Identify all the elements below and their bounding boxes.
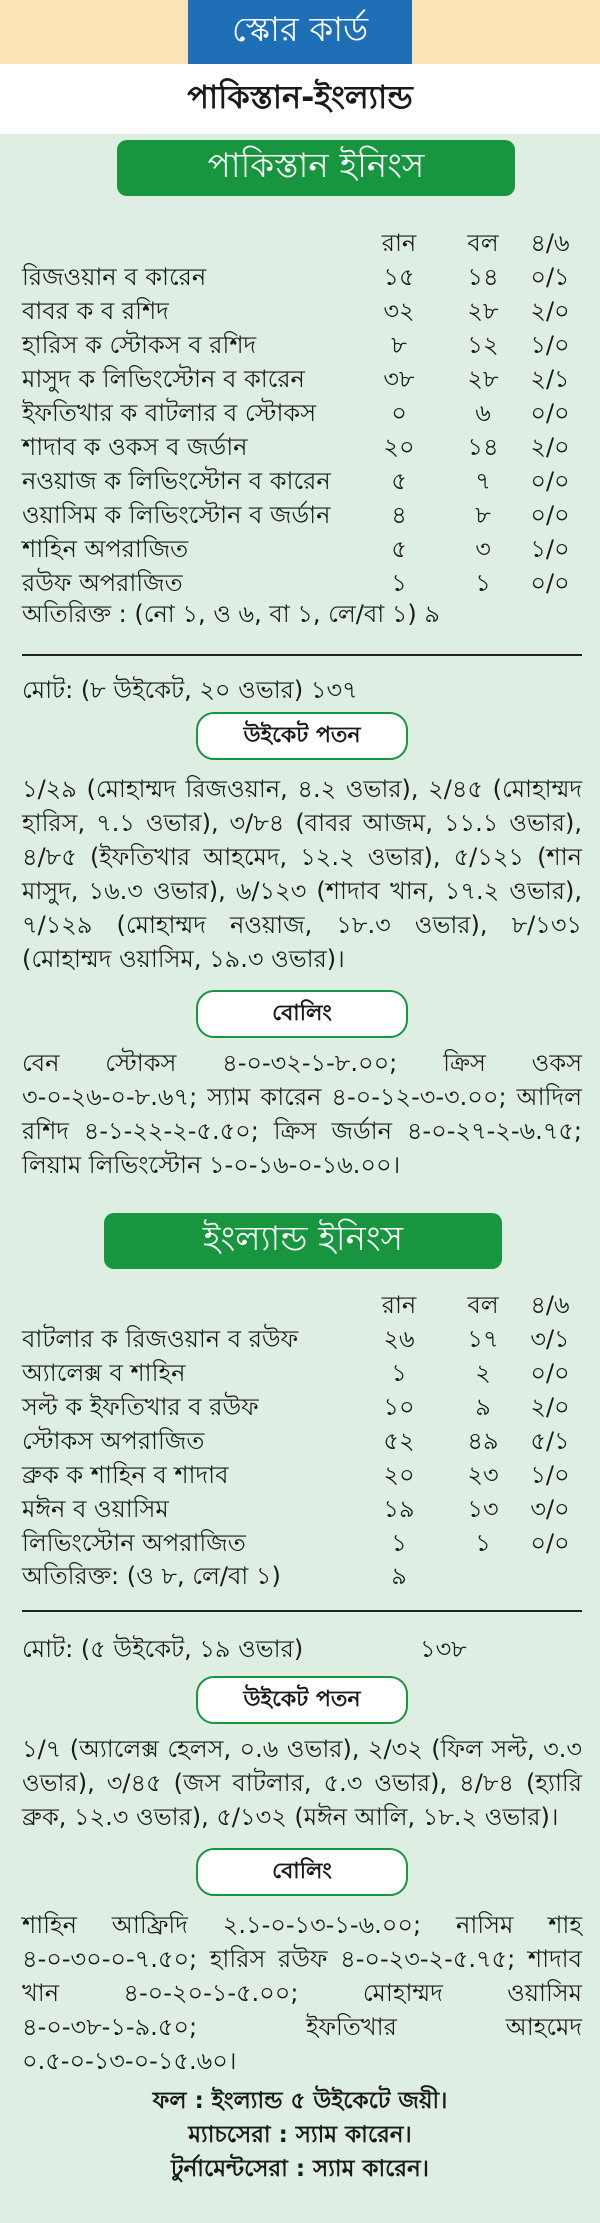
pakistan-total: মোট: (৮ উইকেট, ২০ ওভার) ১৩৭	[22, 676, 358, 704]
runs-value: ৪	[391, 501, 407, 529]
batting-row	[22, 396, 582, 430]
balls-value: ১৭	[467, 1325, 499, 1353]
batsman-name: অ্যালেক্স ব শাহিন	[22, 1359, 186, 1387]
runs-header: রান	[381, 229, 417, 257]
boundaries-value: ৫/১	[530, 1427, 570, 1455]
batting-row	[22, 328, 582, 362]
balls-value: ১৪	[467, 433, 499, 461]
runs-value: ১০	[383, 1393, 415, 1421]
balls-value: ৯	[475, 1393, 491, 1421]
batsman-name: বাটলার ক রিজওয়ান ব রউফ	[22, 1325, 299, 1353]
england-innings-title: ইংল্যান্ড ইনিংস	[104, 1213, 502, 1269]
player-of-the-tournament: টুর্নামেন্টসেরা : স্যাম কারেন।	[171, 2156, 429, 2182]
runs-value: ৫	[391, 535, 407, 563]
balls-value: ২৮	[467, 297, 499, 325]
balls-value: ৮	[475, 501, 491, 529]
batting-row	[22, 464, 582, 498]
man-of-the-match: ম্যাচসেরা : স্যাম কারেন।	[188, 2122, 412, 2148]
boundaries-value: ০/০	[530, 399, 570, 427]
runs-value: ২৬	[383, 1325, 415, 1353]
batting-row	[22, 532, 582, 566]
balls-value: ২৩	[467, 1461, 499, 1489]
runs-value: ১	[391, 569, 407, 597]
boundaries-value: ০/১	[530, 263, 570, 291]
balls-value: ১৪	[467, 263, 499, 291]
england-divider	[22, 1610, 582, 1612]
boundaries-value: ০/০	[530, 569, 570, 597]
top-banner	[0, 0, 600, 64]
boundaries-value: ২/০	[530, 1393, 570, 1421]
balls-value: ১	[475, 1529, 491, 1557]
runs-value: ৫	[391, 467, 407, 495]
boundaries-value: ৩/০	[530, 1495, 570, 1523]
match-title: পাকিস্তান-ইংল্যান্ড	[0, 64, 600, 134]
batsman-name: ইফতিখার ক বাটলার ব স্টোকস	[22, 399, 317, 427]
boundaries-value: ০/০	[530, 467, 570, 495]
batting-row	[22, 430, 582, 464]
runs-value: ১	[391, 1359, 407, 1387]
boundaries-value: ০/০	[530, 1359, 570, 1387]
runs-value: ১৫	[383, 263, 415, 291]
balls-value: ৭	[475, 467, 491, 495]
pakistan-fall-of-wickets: ১/২৯ (মোহাম্মদ রিজওয়ান, ৪.২ ওভার), ২/৪৫ (মোহাম্মদ হারিস, ৭.১ ওভার), ৩/৮৪ (বাবর আজম, ১১.১ ওভার), ৪/৮৫ (ইফতিখার আহমেদ, ১২.২ ওভার), ৫/১২১ (শান মাসুদ, ১৬.৩ ওভার), ৬/১২৩ (শাদাব খান, ১৭.২ ওভার), ৭/১২৯ (মোহাম্মদ নওয়াজ, ১৮.৩ ওভার), ৮/১৩১ (মোহাম্মদ ওয়াসিম, ১৯.৩ ওভার)।	[22, 775, 582, 973]
pakistan-divider	[22, 654, 582, 656]
batting-row	[22, 1322, 582, 1356]
batsman-name: ব্রুক ক শাহিন ব শাদাব	[22, 1461, 229, 1489]
boundaries-header: ৪/৬	[530, 1291, 570, 1319]
batsman-name: বাবর ক ব রশিদ	[22, 297, 169, 325]
batting-row	[22, 1356, 582, 1390]
balls-header: বল	[467, 229, 499, 257]
pakistan-bowling-label: বোলিং	[196, 990, 408, 1038]
batting-row	[22, 294, 582, 328]
batting-row	[22, 566, 582, 600]
batting-row	[22, 1492, 582, 1526]
balls-value: ৬	[475, 399, 491, 427]
england-bowling-label: বোলিং	[196, 1848, 408, 1896]
batting-row	[22, 260, 582, 294]
boundaries-value: ১/০	[530, 1461, 570, 1489]
batting-row	[22, 1390, 582, 1424]
batting-row	[22, 498, 582, 532]
england-extras: অতিরিক্ত: (ও ৮, লে/বা ১) ৯	[22, 1562, 407, 1590]
balls-value: ২৮	[467, 365, 499, 393]
batsman-name: নওয়াজ ক লিভিংস্টোন ব কারেন	[22, 467, 331, 495]
boundaries-value: ০/০	[530, 1529, 570, 1557]
batting-row	[22, 1458, 582, 1492]
batsman-name: মাসুদ ক লিভিংস্টোন ব কারেন	[22, 365, 305, 393]
boundaries-value: ১/০	[530, 535, 570, 563]
balls-header: বল	[467, 1291, 499, 1319]
runs-value: ২০	[383, 433, 415, 461]
balls-value: ১৩	[467, 1495, 499, 1523]
england-column-headers	[22, 1288, 582, 1322]
runs-value: ১৯	[383, 1495, 415, 1523]
batsman-name: ওয়াসিম ক লিভিংস্টোন ব জর্ডান	[22, 501, 331, 529]
boundaries-value: ২/০	[530, 297, 570, 325]
batsman-name: রিজওয়ান ব কারেন	[22, 263, 207, 291]
runs-header: রান	[381, 1291, 417, 1319]
boundaries-value: ২/০	[530, 433, 570, 461]
balls-value: ৩	[475, 535, 491, 563]
pakistan-column-headers	[22, 226, 582, 260]
england-fall-of-wickets: ১/৭ (অ্যালেক্স হেলস, ০.৬ ওভার), ২/৩২ (ফিল সল্ট, ৩.৩ ওভার), ৩/৪৫ (জস বাটলার, ৫.৩ ওভার), ৪/৮৪ (হ্যারি ব্রুক, ১২.৩ ওভার), ৫/১৩২ (মঈন আলি, ১৮.২ ওভার)।	[22, 1735, 582, 1831]
balls-value: ৪৯	[467, 1427, 499, 1455]
boundaries-value: ০/০	[530, 501, 570, 529]
runs-value: ০	[391, 399, 407, 427]
balls-value: ১	[475, 569, 491, 597]
balls-value: ১২	[467, 331, 499, 359]
runs-value: ৩২	[383, 297, 415, 325]
batsman-name: হারিস ক স্টোকস ব রশিদ	[22, 331, 257, 359]
batsman-name: মঈন ব ওয়াসিম	[22, 1495, 169, 1523]
batting-row	[22, 1526, 582, 1560]
pakistan-fow-label: উইকেট পতন	[196, 712, 408, 760]
scorecard-badge: স্কোর কার্ড	[188, 0, 412, 64]
pakistan-innings-title: পাকিস্তান ইনিংস	[117, 140, 515, 196]
boundaries-value: ২/১	[530, 365, 570, 393]
runs-value: ৩৮	[383, 365, 415, 393]
batsman-name: স্টোকস অপরাজিত	[22, 1427, 205, 1455]
batting-row	[22, 1424, 582, 1458]
batsman-name: শাদাব ক ওকস ব জর্ডান	[22, 433, 248, 461]
batsman-name: সল্ট ক ইফতিখার ব রউফ	[22, 1393, 259, 1421]
england-fow-label: উইকেট পতন	[196, 1676, 408, 1724]
runs-value: ৮	[391, 331, 407, 359]
pakistan-bowling-figures: বেন স্টোকস ৪-০-৩২-১-৮.০০; ক্রিস ওকস ৩-০-২৬-০-৮.৬৭; স্যাম কারেন ৪-০-১২-৩-৩.০০; আদিল রশিদ ৪-১-২২-২-৫.৫০; ক্রিস জর্ডান ৪-০-২৭-২-৬.৭৫; লিয়াম লিভিংস্টোন ১-০-১৬-০-১৬.০০।	[22, 1049, 582, 1179]
boundaries-value: ১/০	[530, 331, 570, 359]
england-bowling-figures: শাহিন আফ্রিদি ২.১-০-১৩-১-৬.০০; নাসিম শাহ ৪-০-৩০-০-৭.৫০; হারিস রউফ ৪-০-২৩-২-৫.৭৫; শাদাব খান ৪-০-২০-১-৫.০০; মোহাম্মদ ওয়াসিম ৪-০-৩৮-১-৯.৫০; ইফতিখার আহমেদ ০.৫-০-১৩-০-১৫.৬০।	[22, 1911, 582, 2075]
runs-value: ১	[391, 1529, 407, 1557]
pakistan-extras: অতিরিক্ত : (নো ১, ও ৬, বা ১, লে/বা ১) ৯	[22, 600, 440, 628]
boundaries-header: ৪/৬	[530, 229, 570, 257]
runs-value: ৫২	[383, 1427, 415, 1455]
runs-value: ২০	[383, 1461, 415, 1489]
batsman-name: শাহিন অপরাজিত	[22, 535, 189, 563]
batsman-name: লিভিংস্টোন অপরাজিত	[22, 1529, 246, 1557]
england-total: মোট: (৫ উইকেট, ১৯ ওভার) ১৩৮	[22, 1635, 467, 1663]
balls-value: ২	[475, 1359, 491, 1387]
boundaries-value: ৩/১	[530, 1325, 570, 1353]
batting-row	[22, 362, 582, 396]
match-result: ফল : ইংল্যান্ড ৫ উইকেটে জয়ী।	[152, 2088, 448, 2114]
batsman-name: রউফ অপরাজিত	[22, 569, 183, 597]
